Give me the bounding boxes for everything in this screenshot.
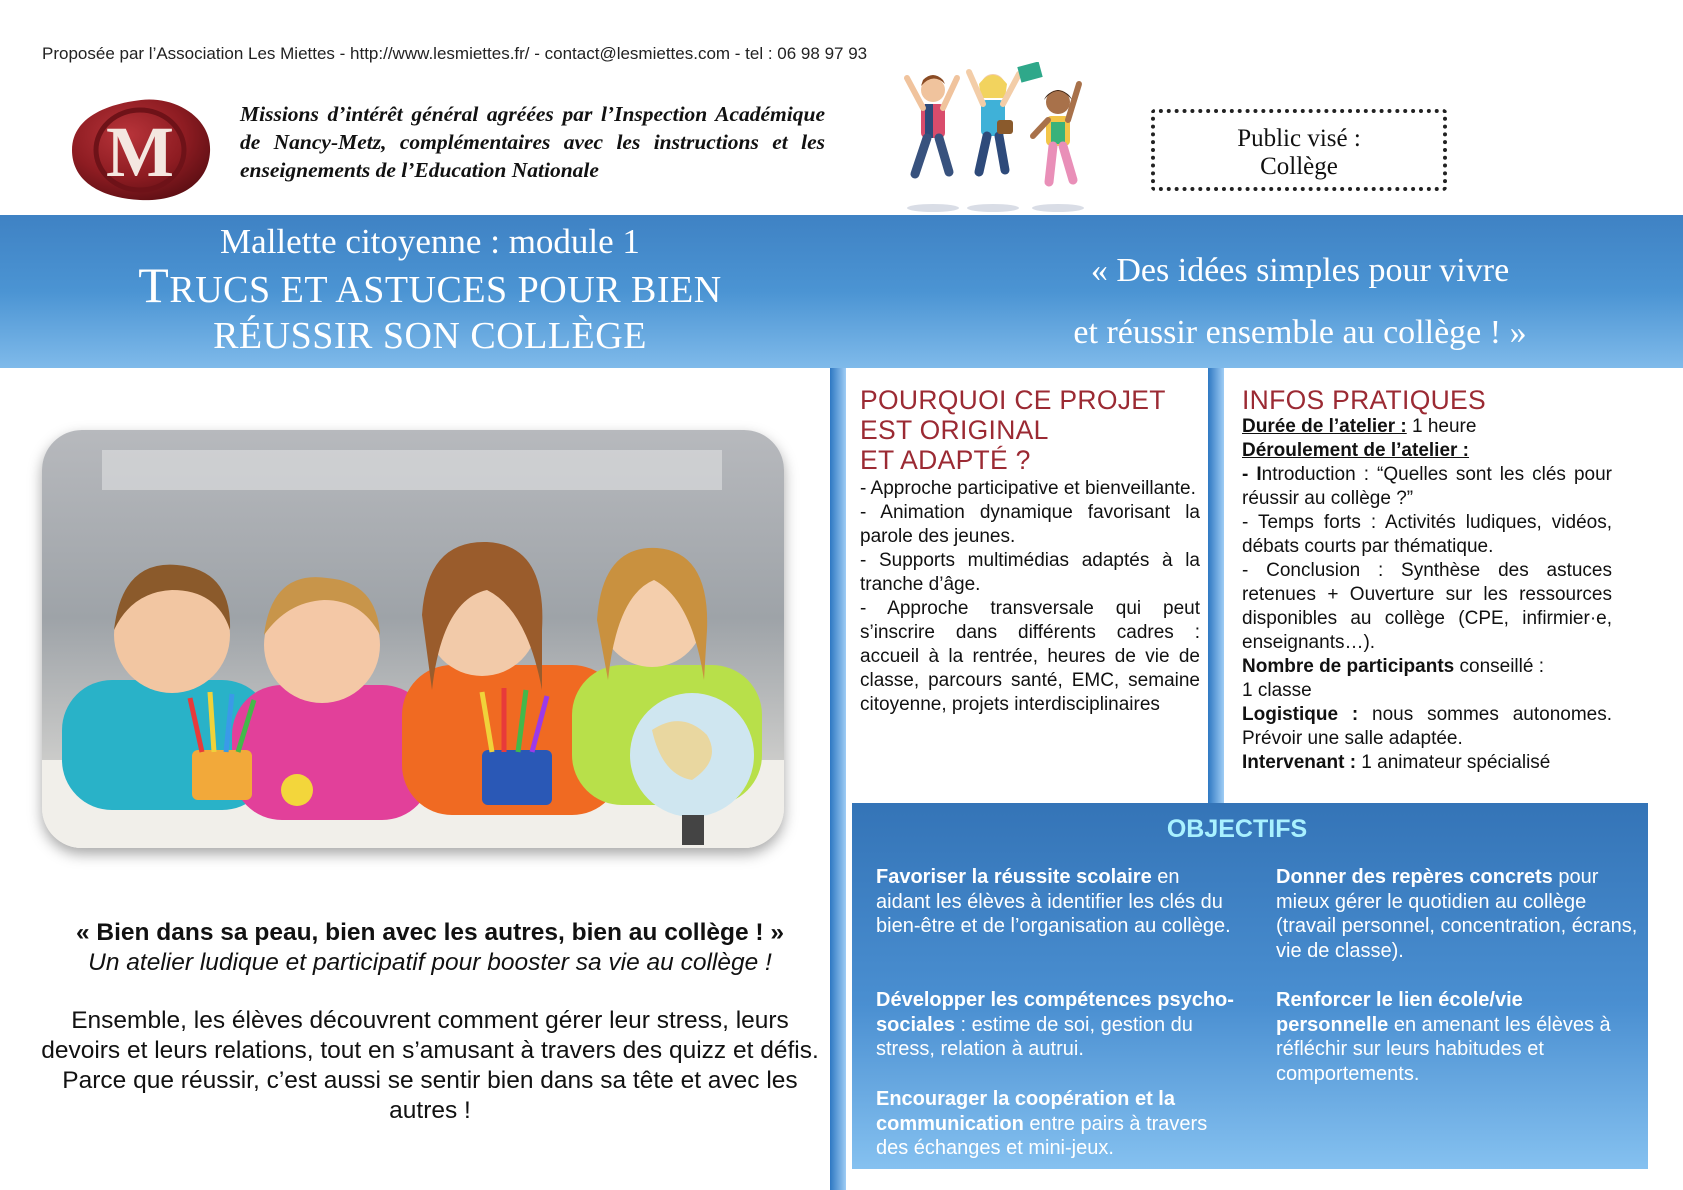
target-audience-value: Collège <box>1260 153 1338 180</box>
logistique-label: Logistique : <box>1242 704 1359 725</box>
lead-tagline: Un atelier ludique et participatif pour booster sa vie au collège ! <box>88 949 772 976</box>
middle-separator <box>1208 368 1224 804</box>
step3-text: - Conclusion : Synthèse des astuces retenues + Ouverture sur les ressources disponibles au collège (CPE, infirmier·e, enseignants…). <box>1242 560 1612 653</box>
objective-3-text: entre pairs à travers des échanges et mini-jeux. <box>876 1112 1208 1159</box>
objective-3 <box>876 1087 1238 1161</box>
title-line-1: RUCS ET ASTUCES POUR BIEN <box>169 269 722 311</box>
target-audience-box <box>1151 109 1447 191</box>
lead-quote: « Bien dans sa peau, bien avec les autres, bien au collège ! » <box>75 919 785 946</box>
objective-5 <box>1276 988 1638 1086</box>
les-miettes-logo <box>66 96 216 204</box>
logistique-value: nous sommes autonomes. Prévoir une salle adaptée. <box>1242 704 1612 749</box>
banner-quote <box>960 240 1640 364</box>
pourquoi-heading-line-2: EST ORIGINAL <box>860 415 1049 445</box>
objective-3-bold: Encourager la coopération et la communication <box>876 1088 1175 1135</box>
objectifs-heading: OBJECTIFS <box>1166 815 1308 843</box>
banner-quote-line-1: « Des idées simples pour vivre <box>1090 252 1510 289</box>
objective-5-bold: Renforcer le lien école/vie personnelle <box>1276 989 1523 1036</box>
lead-body: Ensemble, les élèves découvrent comment gérer leur stress, leurs devoirs et leurs relations, tout en s’amusant à travers des quizz et défis. Parce que réussir, c’est aussi se sentir bien dans sa tête et avec les autres ! <box>41 1007 819 1124</box>
objective-2-text: : estime de soi, gestion du stress, relation à autrui. <box>876 1013 1193 1060</box>
infos-content <box>1242 415 1612 775</box>
target-audience-label: Public visé : <box>1237 125 1361 152</box>
list-item: - Approche transversale qui peut s’inscrire dans différents cadres : accueil à la rentrée, heures de vie de classe, parcours santé, EMC, semaine citoyenne, projets interdisciplinaires <box>860 598 1200 715</box>
participants-label: Nombre de participants <box>1242 656 1455 677</box>
mission-statement: Missions d’intérêt général agréées par l’Inspection Académique de Nancy-Metz, complémentaires avec les instructions et les enseignements de l’Education Nationale <box>240 102 825 182</box>
step1-text: ntroduction : “Quelles sont les clés pour réussir au collège ?” <box>1242 464 1612 509</box>
module-title <box>0 257 860 359</box>
objective-1-bold: Favoriser la réussite scolaire <box>876 866 1152 888</box>
pourquoi-heading <box>860 385 1200 475</box>
objective-4-bold: Donner des repères concrets <box>1276 866 1553 888</box>
objective-4 <box>1276 865 1638 963</box>
module-subtitle: Mallette citoyenne : module 1 <box>220 222 640 261</box>
intervenant-label: Intervenant : <box>1242 752 1357 773</box>
title-line-2: RÉUSSIR SON COLLÈGE <box>213 315 647 357</box>
objective-2 <box>876 988 1238 1062</box>
lead-block <box>30 918 830 978</box>
students-photo <box>42 430 784 848</box>
objective-1-text: en aidant les élèves à identifier les clés du bien-être et de l’organisation au collège. <box>876 866 1231 937</box>
banner-quote-line-2: et réussir ensemble au collège ! » <box>1073 314 1527 351</box>
objective-2-bold: Développer les compétences psycho-sociales <box>876 989 1234 1036</box>
duree-value: 1 heure <box>1406 416 1477 437</box>
pourquoi-heading-line-1: POURQUOI CE PROJET <box>860 385 1166 415</box>
logo-letter: M <box>106 112 174 192</box>
jumping-kids-illustration <box>893 62 1103 218</box>
participants-value: 1 classe <box>1242 680 1312 701</box>
list-item: - Animation dynamique favorisant la parole des jeunes. <box>860 502 1200 547</box>
pourquoi-list <box>860 477 1200 717</box>
objective-1 <box>876 865 1238 939</box>
objective-5-text: en amenant les élèves à réfléchir sur leurs habitudes et comportements. <box>1276 1013 1611 1085</box>
list-item: - Supports multimédias adaptés à la tranche d’âge. <box>860 550 1200 595</box>
step1-marker: - I <box>1242 464 1262 485</box>
participants-suffix: conseillé : <box>1454 656 1544 677</box>
pourquoi-heading-line-3: ET ADAPTÉ ? <box>860 445 1031 475</box>
duree-label: Durée de l’atelier : <box>1242 416 1407 437</box>
title-initial: T <box>138 257 170 313</box>
objective-4-text: pour mieux gérer le quotidien au collège (travail personnel, concentration, écrans, vie de classe). <box>1276 866 1638 962</box>
contact-line: Proposée par l’Association Les Miettes - http://www.lesmiettes.fr/ - contact@lesmiettes.com - tel : 06 98 97 93 <box>42 44 868 63</box>
left-separator <box>830 368 846 1190</box>
intervenant-value: 1 animateur spécialisé <box>1356 752 1551 773</box>
list-item: - Approche participative et bienveillante. <box>860 478 1196 499</box>
pourquoi-section <box>860 385 1200 717</box>
infos-heading: INFOS PRATIQUES <box>1242 385 1487 415</box>
step2-text: - Temps forts : Activités ludiques, vidéos, débats courts par thématique. <box>1242 512 1612 557</box>
infos-section <box>1242 385 1612 775</box>
deroulement-label: Déroulement de l’atelier : <box>1242 440 1470 461</box>
